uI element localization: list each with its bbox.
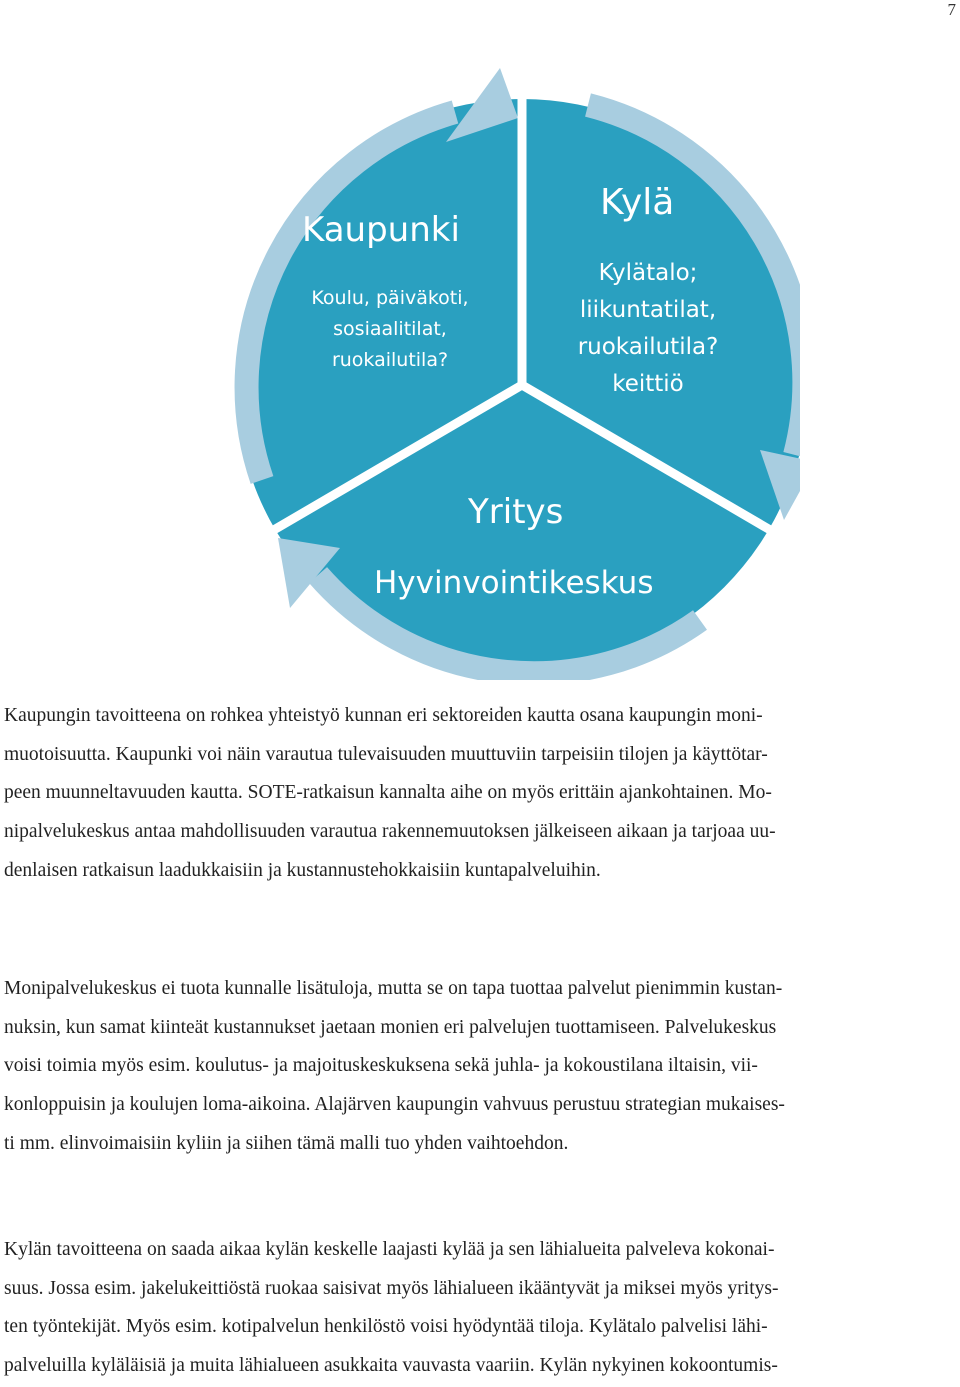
paragraph-line: Kaupungin tavoitteena on rohkea yhteistyö kunnan eri sektoreiden kautta osana kaupungin moni- (4, 705, 763, 726)
segment-line: ruokailutila? (331, 349, 449, 371)
paragraph-line: voisi toimia myös esim. koulutus- ja majoituskeskuksena sekä juhla- ja kokoustilana iltaisin, vii- (4, 1055, 758, 1077)
segment-title-kaupunki: Kaupunki (302, 210, 460, 250)
paragraph-line: muotoisuutta. Kaupunki voi näin varautua tulevaisuuden muuttuviin tarpeisiin tilojen ja käyttötar- (4, 743, 768, 765)
paragraph-line: denlaisen ratkaisun laadukkaisiin ja kustannustehokkaisiin kuntapalveluihin. (4, 859, 601, 881)
segment-details-kaupunki (290, 283, 490, 376)
paragraph-line: konloppuisin ja koulujen loma-aikoina. Alajärven kaupungin vahvuus perustuu strategian mukaises- (4, 1094, 785, 1116)
paragraph-line: ten työntekijät. Myös esim. kotipalvelun henkilöstö voisi hyödyntää tiloja. Kylätalo palvelisi lähi- (4, 1316, 768, 1338)
segment-details-yritys: Hyvinvointikeskus (374, 565, 654, 601)
segment-line: ruokailutila? (577, 334, 719, 360)
segment-line: keittiö (612, 371, 684, 397)
paragraph-3 (4, 1231, 958, 1386)
segment-title-kyla: Kylä (600, 182, 675, 223)
segment-line: Kylätalo; (598, 260, 698, 286)
segment-line: Koulu, päiväkoti, (311, 287, 469, 309)
paragraph-line: nuksin, kun samat kiinteät kustannukset jaetaan monien eri palvelujen tuottamiseen. Palvelukeskus (4, 1016, 777, 1038)
segment-title-yritys: Yritys (468, 492, 564, 532)
paragraph-line: Monipalvelukeskus ei tuota kunnalle lisätuloja, mutta se on tapa tuottaa palvelut pienimmin kustan- (4, 978, 783, 999)
segment-line: liikuntatilat, (579, 297, 717, 323)
paragraph-line: suus. Jossa esim. jakelukeittiöstä ruokaa saisivat myös lähialueen ikääntyvät ja miksei myös yritys- (4, 1277, 779, 1299)
cycle-diagram (200, 60, 800, 680)
page-number: 7 (947, 0, 956, 19)
segment-details-kyla (548, 255, 748, 403)
paragraph-line: nipalvelukeskus antaa mahdollisuuden varautua rakennemuutoksen jälkeiseen aikaan ja tarjoaa uu- (4, 821, 776, 843)
paragraph-line: palveluilla kyläläisiä ja muita lähialueen asukkaita vauvasta vaariin. Kylän nykyinen kokoontumis- (4, 1355, 778, 1377)
paragraph-line: ti mm. elinvoimaisiin kyliin ja siihen tämä malli tuo yhden vaihtoehdon. (4, 1132, 569, 1154)
segment-line: sosiaalitilat, (333, 318, 447, 340)
paragraph-line: Kylän tavoitteena on saada aikaa kylän keskelle laajasti kylää ja sen lähialueita palveleva kokonai- (4, 1239, 775, 1260)
paragraph-2 (4, 970, 958, 1164)
paragraph-1 (4, 697, 958, 891)
paragraph-line: peen muunneltavuuden kautta. SOTE-ratkaisun kannalta aihe on myös erittäin ajankohtainen. Mo- (4, 782, 772, 804)
